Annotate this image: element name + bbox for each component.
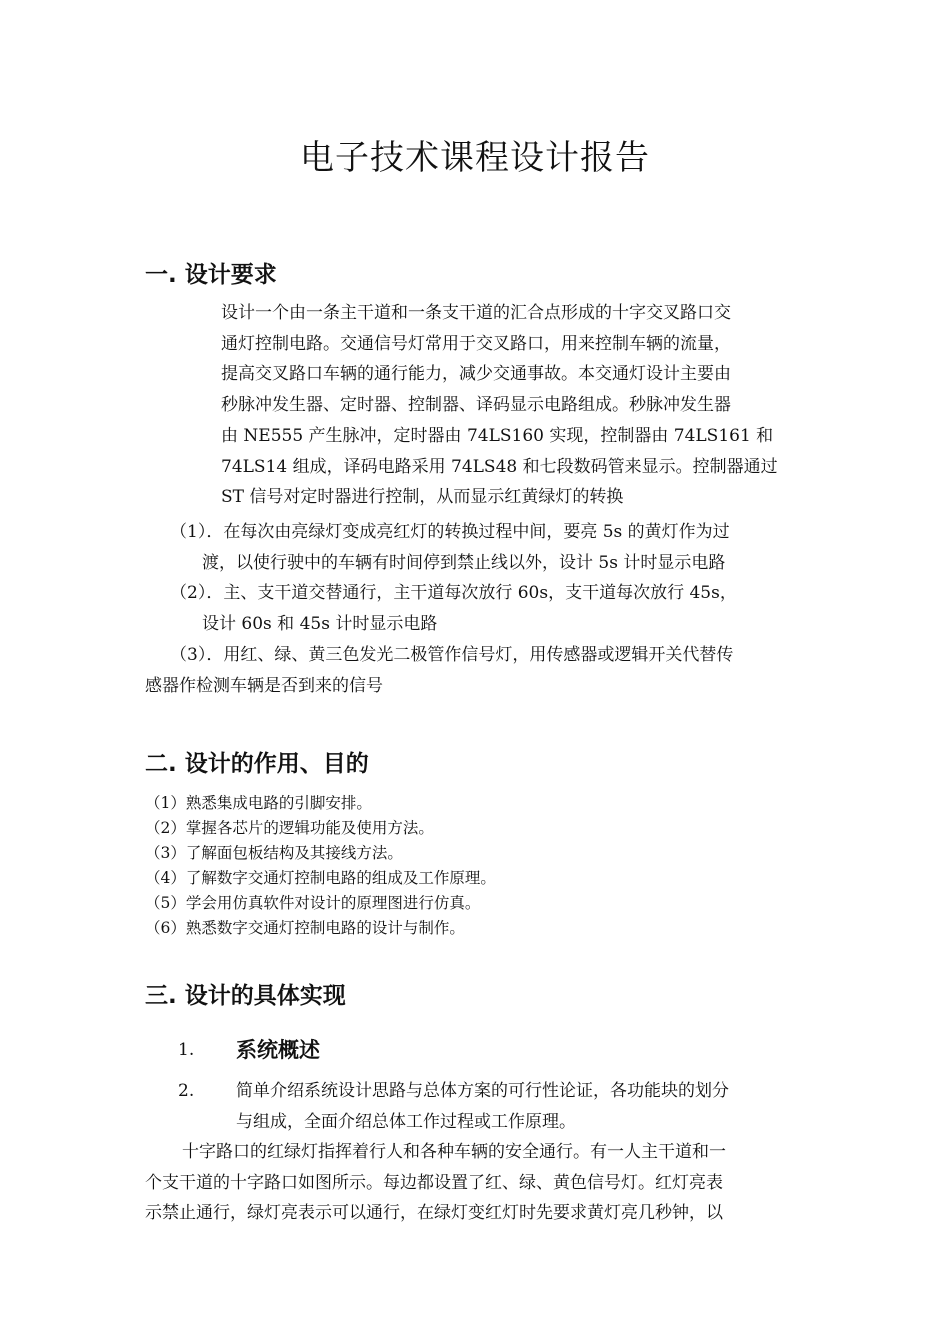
section-1-heading: 一. 设计要求	[145, 262, 277, 288]
purpose-list	[145, 791, 496, 941]
section-2-heading: 二. 设计的作用、目的	[145, 751, 369, 777]
requirement-item-3	[145, 640, 733, 701]
subsection-2-line: 与组成，全面介绍总体工作过程或工作原理。	[236, 1111, 576, 1132]
intro-line: 74LS14 组成，译码电路采用 74LS48 和七段数码管来显示。控制器通过	[221, 456, 778, 477]
intro-line: 提高交叉路口车辆的通行能力，减少交通事故。本交通灯设计主要由	[221, 364, 731, 385]
subsection-2-text	[236, 1076, 729, 1137]
document-title: 电子技术课程设计报告	[300, 138, 650, 178]
list-item: （1）熟悉集成电路的引脚安排。	[145, 794, 372, 812]
subsection-1-number: 1.	[178, 1040, 195, 1060]
list-item: （3）了解面包板结构及其接线方法。	[145, 844, 403, 862]
intro-line: 秒脉冲发生器、定时器、控制器、译码显示电路组成。秒脉冲发生器	[221, 395, 731, 416]
item-line: 渡，以使行驶中的车辆有时间停到禁止线以外，设计 5s 计时显示电路	[202, 552, 726, 573]
section-3-heading: 三. 设计的具体实现	[145, 983, 346, 1009]
list-item: （5）学会用仿真软件对设计的原理图进行仿真。	[145, 894, 481, 912]
intro-line: ST 信号对定时器进行控制，从而显示红黄绿灯的转换	[221, 487, 624, 508]
subsection-2-number: 2.	[178, 1081, 195, 1101]
list-item: （6）熟悉数字交通灯控制电路的设计与制作。	[145, 919, 465, 937]
requirement-item-1	[170, 517, 730, 578]
item-line: 设计 60s 和 45s 计时显示电路	[202, 613, 438, 634]
item-line: （2）．主、支干道交替通行，主干道每次放行 60s，支干道每次放行 45s，	[170, 583, 737, 603]
item-line: 感器作检测车辆是否到来的信号	[145, 675, 383, 696]
subsection-1-title: 系统概述	[236, 1038, 320, 1062]
subsection-2-line: 简单介绍系统设计思路与总体方案的可行性论证，各功能块的划分	[236, 1081, 729, 1101]
section-1-intro	[221, 298, 778, 513]
list-item: （4）了解数字交通灯控制电路的组成及工作原理。	[145, 869, 496, 887]
intro-line: 设计一个由一条主干道和一条支干道的汇合点形成的十字交叉路口交	[221, 303, 731, 323]
item-line: （1）．在每次由亮绿灯变成亮红灯的转换过程中间，要亮 5s 的黄灯作为过	[170, 522, 730, 542]
intro-line: 通灯控制电路。交通信号灯常用于交叉路口，用来控制车辆的流量，	[221, 333, 731, 354]
paragraph-line: 十字路口的红绿灯指挥着行人和各种车辆的安全通行。有一人主干道和一	[182, 1142, 726, 1162]
paragraph-line: 示禁止通行，绿灯亮表示可以通行，在绿灯变红灯时先要求黄灯亮几秒钟，以	[145, 1203, 723, 1224]
intro-line: 由 NE555 产生脉冲，定时器由 74LS160 实现，控制器由 74LS161 和	[221, 425, 774, 446]
paragraph-line: 个支干道的十字路口如图所示。每边都设置了红、绿、黄色信号灯。红灯亮表	[145, 1172, 723, 1193]
requirement-item-2	[170, 578, 737, 639]
item-line: （3）．用红、绿、黄三色发光二极管作信号灯，用传感器或逻辑开关代替传	[170, 645, 734, 665]
overview-paragraph	[145, 1137, 726, 1229]
list-item: （2）掌握各芯片的逻辑功能及使用方法。	[145, 819, 434, 837]
